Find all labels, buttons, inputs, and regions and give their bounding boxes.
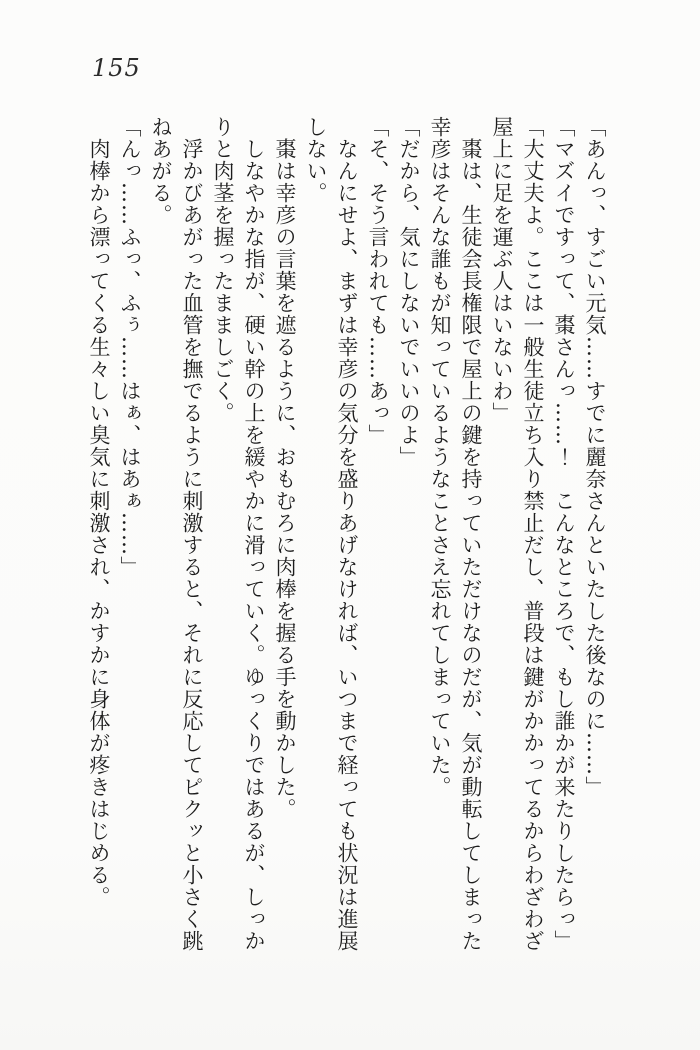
- text-line: しなやかな指が、硬い幹の上を緩やかに滑っていく。ゆっくりではあるが、しっか: [242, 116, 266, 952]
- text-line: ねあがる。: [149, 116, 173, 226]
- text-line: 「だから、気にしないでいいのよ」: [397, 116, 421, 468]
- text-line: りと肉茎を握ったまましごく。: [211, 116, 235, 424]
- page-number: 155: [92, 54, 141, 82]
- text-line: 肉棒から漂ってくる生々しい臭気に刺激され、かすかに身体が疼きはじめる。: [87, 116, 111, 908]
- text-line: なんにせよ、まずは幸彦の気分を盛りあげなければ、いつまで経っても状況は進展: [335, 116, 359, 952]
- text-line: 屋上に足を運ぶ人はいないわ」: [490, 116, 514, 424]
- text-line: 浮かびあがった血管を撫でるように刺激すると、それに反応してピクッと小さく跳: [180, 116, 204, 952]
- text-line: 「あんっ、すごい元気……すでに麗奈さんといたした後なのに……」: [583, 116, 607, 798]
- text-line: 「んっ……ふっ、ふぅ……はぁ、はあぁ……」: [118, 116, 142, 578]
- text-block: [83, 116, 610, 956]
- text-line: 棗は幸彦の言葉を遮るように、おもむろに肉棒を握る手を動かした。: [273, 116, 297, 820]
- text-line: しない。: [304, 116, 328, 204]
- text-line: 幸彦はそんな誰もが知っているようなことさえ忘れてしまっていた。: [428, 116, 452, 798]
- text-line: 「大丈夫よ。ここは一般生徒立ち入り禁止だし、普段は鍵がかかってるからわざわざ: [521, 116, 545, 952]
- text-line: 棗は、生徒会長権限で屋上の鍵を持っていただけなのだが、気が動転してしまった: [459, 116, 483, 952]
- text-line: 「マズイですって、棗さんっ……！ こんなところで、もし誰かが来たりしたらっ」: [552, 116, 576, 952]
- text-line: 「そ、そう言われても……あっ」: [366, 116, 390, 446]
